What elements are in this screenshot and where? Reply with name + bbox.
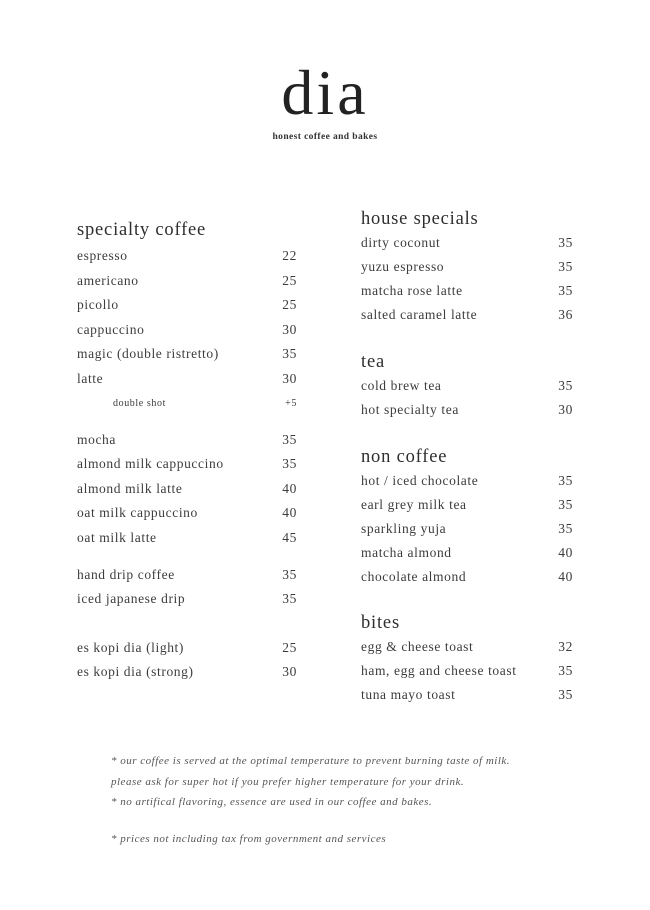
section-house-specials xyxy=(361,207,573,327)
section-title: specialty coffee xyxy=(77,220,207,240)
price: 25 xyxy=(282,639,297,655)
menu-item: dirty coconut 35 xyxy=(361,231,573,255)
menu-item: oat milk cappuccino 40 xyxy=(77,501,297,526)
footnotes xyxy=(111,751,510,849)
section-tea xyxy=(361,350,573,422)
menu-item: americano 25 xyxy=(77,269,297,294)
price: 35 xyxy=(558,687,573,702)
price: 35 xyxy=(558,497,573,512)
menu-item: cappuccino 30 xyxy=(77,318,297,343)
price: 40 xyxy=(282,505,297,521)
menu-item: matcha almond 40 xyxy=(361,541,573,565)
menu-item: mocha 35 xyxy=(77,428,297,453)
section-title: bites xyxy=(361,613,400,633)
menu-item: oat milk latte 45 xyxy=(77,526,297,551)
note-prices-tax: * prices not including tax from government and services xyxy=(111,832,387,845)
menu-item-addon: double shot +5 xyxy=(77,392,297,416)
menu-item: salted caramel latte 36 xyxy=(361,303,573,327)
section-title: tea xyxy=(361,352,385,372)
menu-item: hot specialty tea 30 xyxy=(361,398,573,422)
menu-item: iced japanese drip 35 xyxy=(77,587,297,612)
price: 35 xyxy=(558,259,573,274)
price: 22 xyxy=(282,248,297,263)
note-super-hot: please ask for super hot if you prefer higher temperature for your drink. xyxy=(111,775,465,788)
price: 25 xyxy=(282,297,297,313)
price: +5 xyxy=(285,397,297,409)
price: 35 xyxy=(558,521,573,536)
price: 35 xyxy=(558,473,573,488)
menu-item: latte 30 xyxy=(77,367,297,392)
price: 35 xyxy=(558,378,573,393)
price: 35 xyxy=(558,283,573,298)
menu-item: ham, egg and cheese toast 35 xyxy=(361,659,573,683)
menu-item: egg & cheese toast 32 xyxy=(361,635,573,659)
menu-item: picollo 25 xyxy=(77,293,297,318)
menu-item: yuzu espresso 35 xyxy=(361,255,573,279)
price: 30 xyxy=(282,321,297,337)
price: 40 xyxy=(558,545,573,560)
menu-item: es kopi dia (light) 25 xyxy=(77,636,297,661)
price: 30 xyxy=(558,402,573,417)
price: 35 xyxy=(282,591,297,607)
menu-item: tuna mayo toast 35 xyxy=(361,683,573,707)
menu-item: almond milk cappuccino 35 xyxy=(77,452,297,477)
price: 35 xyxy=(282,346,297,362)
price: 25 xyxy=(282,272,297,288)
menu-item: cold brew tea 35 xyxy=(361,374,573,398)
section-non-coffee xyxy=(361,445,573,589)
tagline: honest coffee and bakes xyxy=(272,132,378,142)
price: 35 xyxy=(282,456,297,472)
price: 40 xyxy=(558,569,573,584)
menu-item: earl grey milk tea 35 xyxy=(361,493,573,517)
price: 32 xyxy=(558,639,573,654)
menu-item: magic (double ristretto) 35 xyxy=(77,342,297,367)
section-bites xyxy=(361,611,573,707)
section-title: house specials xyxy=(361,209,479,229)
menu-item: hot / iced chocolate 35 xyxy=(361,469,573,493)
price: 45 xyxy=(282,529,297,545)
price: 36 xyxy=(558,307,573,322)
menu-item: es kopi dia (strong) 30 xyxy=(77,660,297,685)
note-temperature: * our coffee is served at the optimal temperature to prevent burning taste of milk. xyxy=(111,755,511,767)
price: 35 xyxy=(558,663,573,678)
price: 30 xyxy=(282,664,297,680)
price: 35 xyxy=(282,431,297,447)
section-specialty-coffee xyxy=(77,218,297,685)
price: 35 xyxy=(282,566,297,582)
menu-item: matcha rose latte 35 xyxy=(361,279,573,303)
note-no-artificial: * no artifical flavoring, essence are used in our coffee and bakes. xyxy=(111,796,433,808)
menu-item: sparkling yuja 35 xyxy=(361,517,573,541)
price: 35 xyxy=(558,235,573,250)
price: 40 xyxy=(282,480,297,496)
section-title: non coffee xyxy=(361,447,448,467)
menu-item: hand drip coffee 35 xyxy=(77,563,297,588)
menu-item: chocolate almond 40 xyxy=(361,565,573,589)
brand-logo: dia xyxy=(281,57,369,128)
menu-item: almond milk latte 40 xyxy=(77,477,297,502)
menu-item: espresso 22 xyxy=(77,244,297,269)
price: 30 xyxy=(282,370,297,386)
